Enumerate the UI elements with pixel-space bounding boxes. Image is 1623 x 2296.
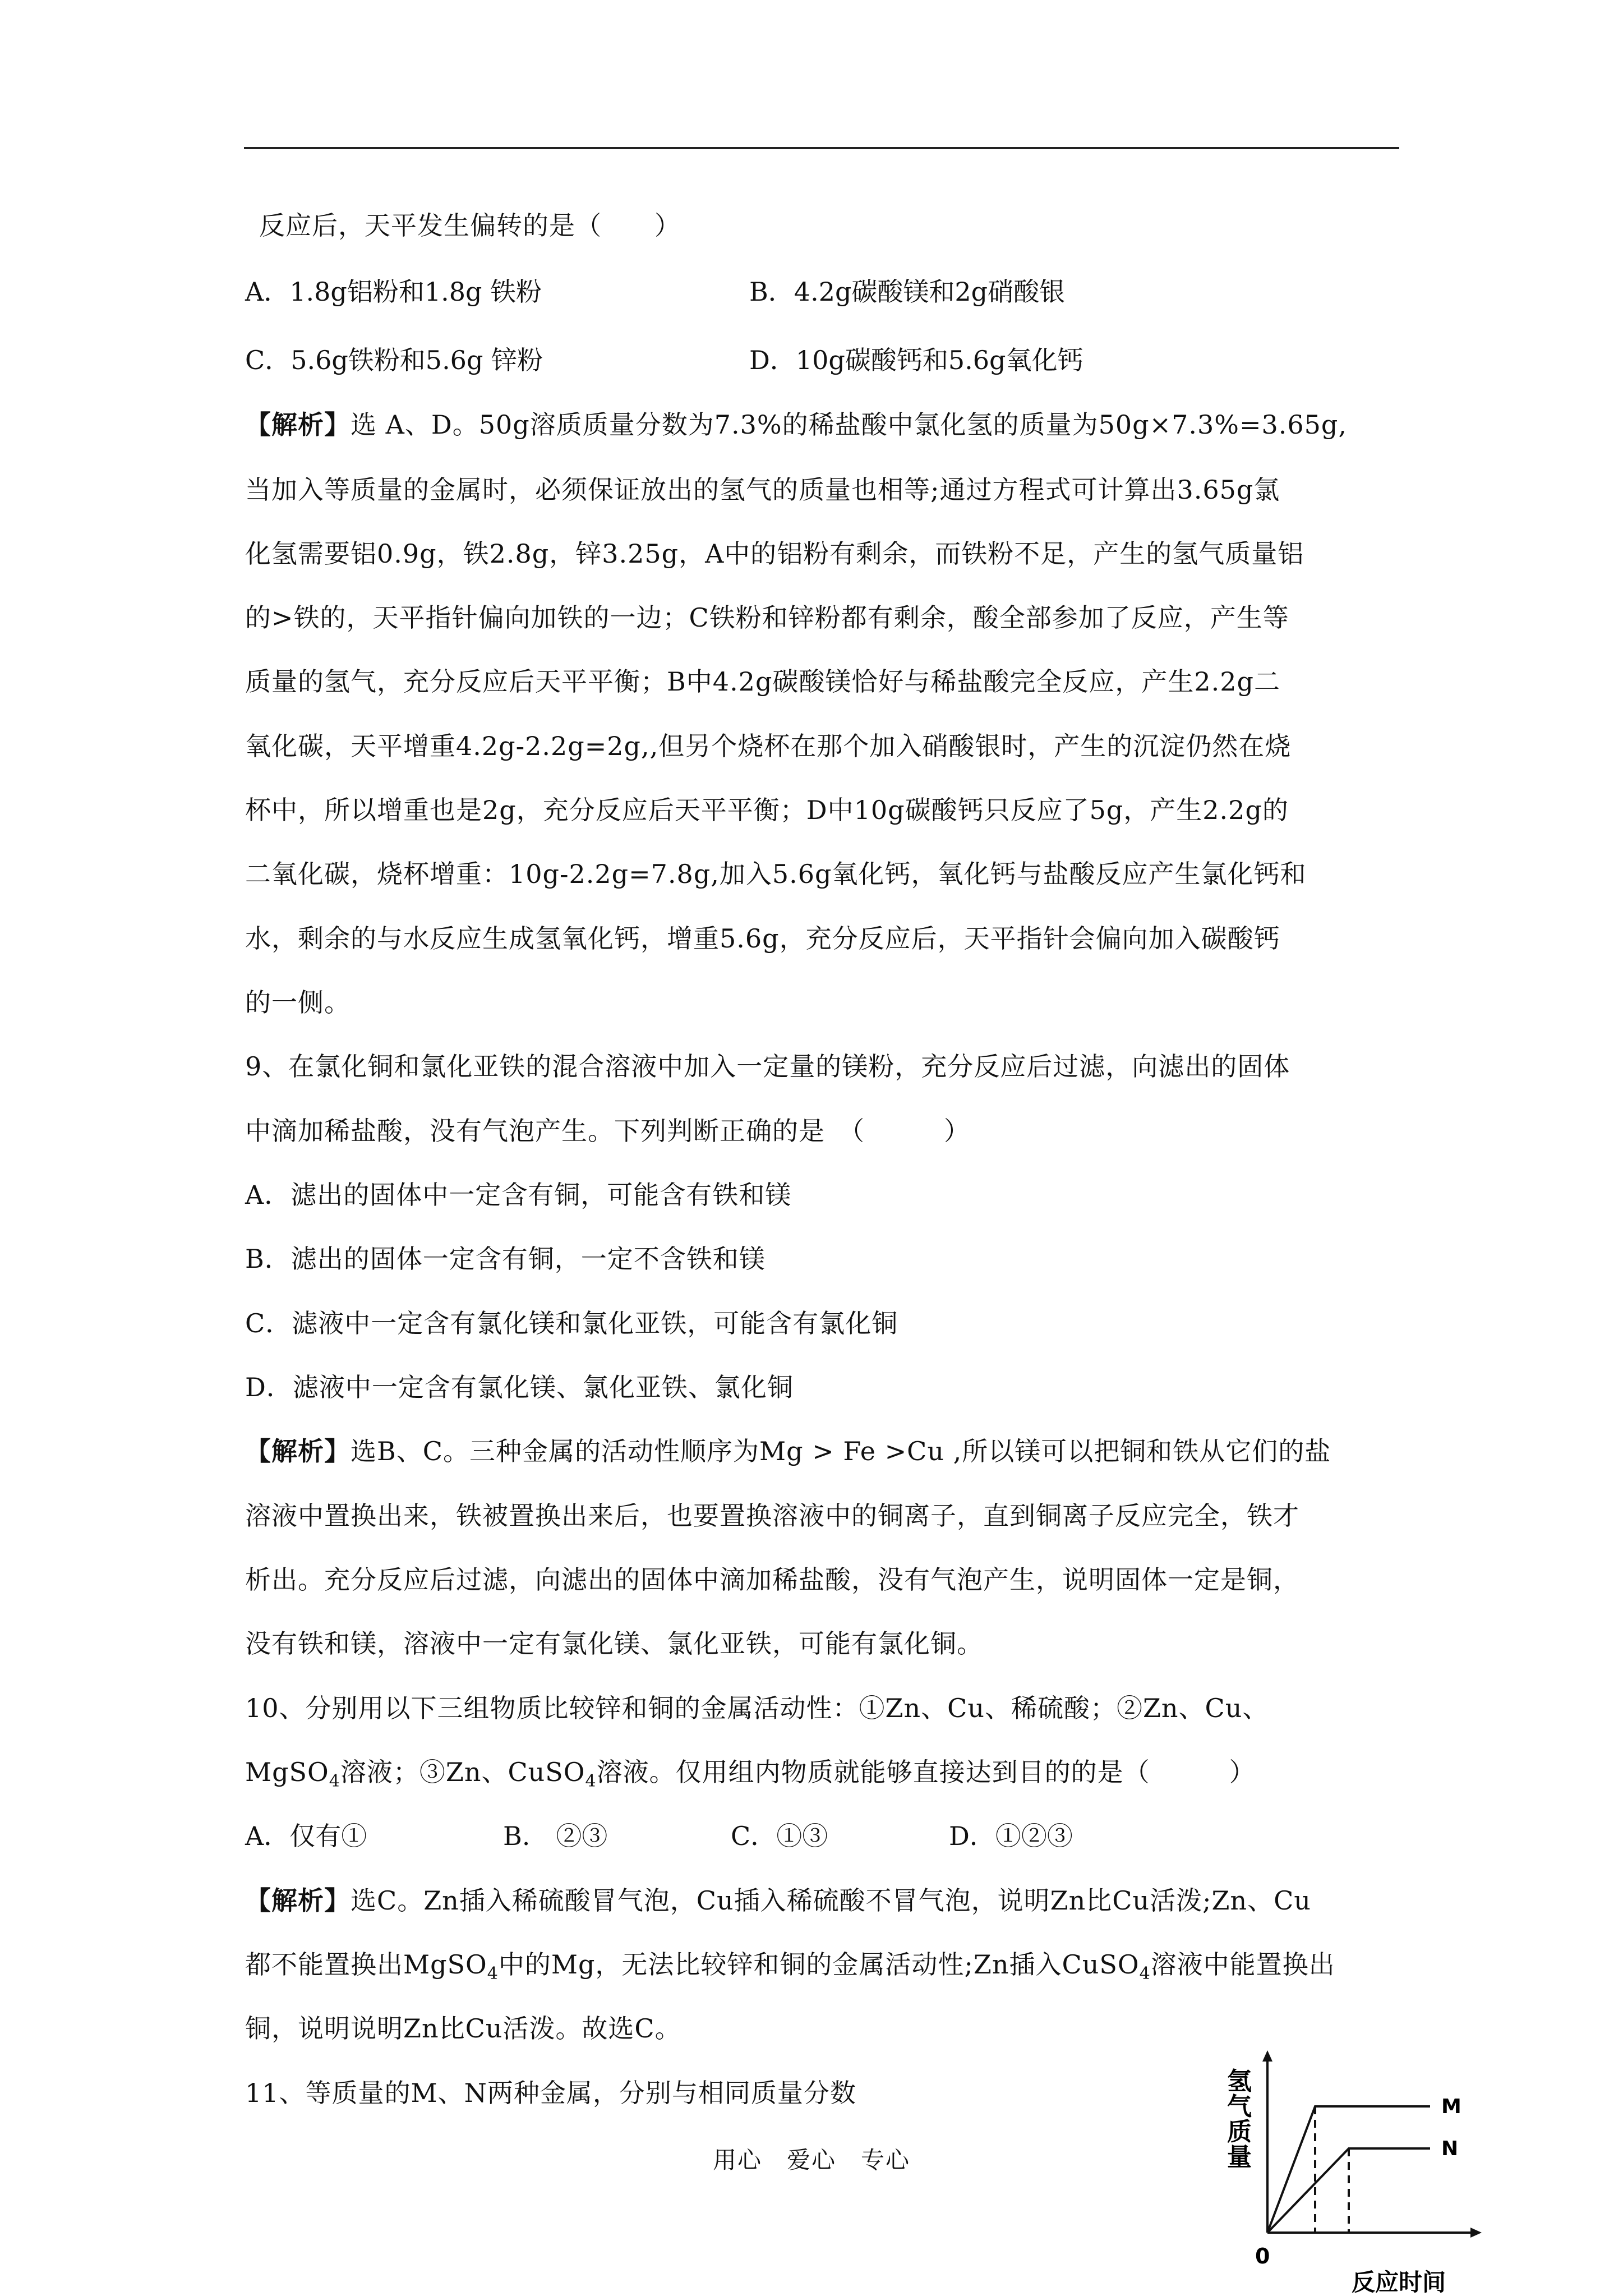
header-rule bbox=[244, 147, 1399, 149]
q9-analysis-line-3: 析出。充分反应后过滤，向滤出的固体中滴加稀盐酸，没有气泡产生，说明固体一定是铜， bbox=[245, 1565, 1299, 1595]
y-axis-arrow bbox=[1262, 2050, 1272, 2062]
q9-stem-line-1: 9、在氯化铜和氯化亚铁的混合溶液中加入一定量的镁粉，充分反应后过滤，向滤出的固体 bbox=[245, 1051, 1290, 1082]
y-label-char-4: 量 bbox=[1227, 2143, 1252, 2171]
q8-analysis-line-7: 杯中，所以增重也是2g，充分反应后天平平衡；D中10g碳酸钙只反应了5g，产生2.2g的 bbox=[245, 795, 1289, 825]
q8-analysis-line-5: 质量的氢气，充分反应后天平平衡；B中4.2g碳酸镁恰好与稀盐酸完全反应，产生2.2g二 bbox=[245, 666, 1281, 697]
q8-option-b: B．4.2g碳酸镁和2g硝酸银 bbox=[749, 277, 1066, 307]
q10-analysis-line-1: 【解析】选C。Zn插入稀硫酸冒气泡，Cu插入稀硫酸不冒气泡，说明Zn比Cu活泼;Zn、Cu bbox=[245, 1885, 1311, 1916]
hydrogen-mass-graph bbox=[1211, 2047, 1486, 2296]
q10-stem-line-1: 10、分别用以下三组物质比较锌和铜的金属活动性：①Zn、Cu、稀硫酸；②Zn、Cu、 bbox=[245, 1693, 1269, 1723]
q10-option-d: D．①②③ bbox=[949, 1821, 1073, 1851]
analysis-tag: 【解析】 bbox=[245, 409, 351, 440]
q9-analysis-line-4: 没有铁和镁，溶液中一定有氯化镁、氯化亚铁，可能有氯化铜。 bbox=[245, 1628, 983, 1659]
q8-analysis-line-9: 水，剩余的与水反应生成氢氧化钙，增重5.6g，充分反应后，天平指针会偏向加入碳酸钙 bbox=[245, 923, 1280, 954]
y-label-char-3: 质 bbox=[1227, 2118, 1252, 2146]
q9-analysis-line-2: 溶液中置换出来，铁被置换出来后，也要置换溶液中的铜离子，直到铜离子反应完全，铁才 bbox=[245, 1501, 1299, 1531]
series-m-label: M bbox=[1441, 2095, 1461, 2118]
q10-option-a: A．仅有① bbox=[245, 1821, 367, 1851]
y-label-char-1: 氢 bbox=[1227, 2067, 1252, 2096]
q8-analysis-line-2: 当加入等质量的金属时，必须保证放出的氢气的质量也相等;通过方程式可计算出3.65g氯 bbox=[245, 475, 1280, 505]
origin-label: 0 bbox=[1255, 2244, 1270, 2269]
q8-analysis-line-6: 氧化碳，天平增重4.2g-2.2g=2g,,但另个烧杯在那个加入硝酸银时，产生的沉淀仍然在烧 bbox=[245, 731, 1292, 761]
q8-option-c: C．5.6g铁粉和5.6g 锌粉 bbox=[245, 345, 543, 375]
page-footer: 用心 爱心 专心 bbox=[712, 2146, 910, 2174]
q8-analysis-line-4: 的>铁的，天平指针偏向加铁的一边；C铁粉和锌粉都有剩余，酸全部参加了反应，产生等 bbox=[245, 602, 1289, 633]
q11-stem: 11、等质量的M、N两种金属，分别与相同质量分数 bbox=[245, 2078, 856, 2108]
q9-option-d: D．滤液中一定含有氯化镁、氯化亚铁、氯化铜 bbox=[245, 1372, 794, 1402]
series-n-label: N bbox=[1441, 2137, 1459, 2160]
q8-analysis-line-3: 化氢需要铝0.9g，铁2.8g，锌3.25g，A中的铝粉有剩余，而铁粉不足，产生的氢气质量铝 bbox=[245, 539, 1304, 569]
q10-stem-line-2: MgSO$_4$溶液；③Zn、CuSO$_4$溶液。仅用组内物质就能够直接达到目的的是（ ） bbox=[245, 1757, 1256, 1791]
q9-option-a: A．滤出的固体中一定含有铜，可能含有铁和镁 bbox=[245, 1180, 792, 1210]
q8-analysis-line-1: 【解析】选 A、D。50g溶质质量分数为7.3%的稀盐酸中氯化氢的质量为50g×7.3%=3.65g, bbox=[245, 409, 1347, 440]
q9-option-c: C．滤液中一定含有氯化镁和氯化亚铁，可能含有氯化铜 bbox=[245, 1308, 898, 1338]
q9-option-b: B．滤出的固体一定含有铜，一定不含铁和镁 bbox=[245, 1244, 766, 1274]
q8-option-a: A．1.8g铝粉和1.8g 铁粉 bbox=[245, 277, 542, 307]
q10-analysis-line-3: 铜，说明说明Zn比Cu活泼。故选C。 bbox=[245, 2013, 681, 2044]
q10-option-c: C．①③ bbox=[731, 1821, 828, 1851]
q8-option-d: D．10g碳酸钙和5.6g氧化钙 bbox=[749, 345, 1083, 375]
q10-analysis-line-2: 都不能置换出MgSO$_4$中的Mg，无法比较锌和铜的金属活动性;Zn插入CuSO$_4$溶液中能置换出 bbox=[245, 1949, 1335, 1984]
x-label: 反应时间 bbox=[1352, 2269, 1446, 2296]
y-label-char-2: 气 bbox=[1227, 2092, 1252, 2121]
q9-stem-line-2: 中滴加稀盐酸，没有气泡产生。下列判断正确的是 （ ） bbox=[245, 1116, 970, 1146]
q8-analysis-line-8: 二氧化碳，烧杯增重：10g-2.2g=7.8g,加入5.6g氧化钙，氧化钙与盐酸反应产生氯化钙和 bbox=[245, 859, 1307, 889]
x-axis-arrow bbox=[1470, 2228, 1482, 2238]
q10-option-b: B. ②③ bbox=[503, 1821, 608, 1851]
q8-analysis-line-10: 的一侧。 bbox=[245, 987, 351, 1018]
analysis-tag: 【解析】 bbox=[245, 1436, 351, 1466]
analysis-tag: 【解析】 bbox=[245, 1885, 351, 1916]
q9-analysis-line-1: 【解析】选B、C。三种金属的活动性顺序为Mg > Fe >Cu ,所以镁可以把铜和铁从它们的盐 bbox=[245, 1436, 1331, 1466]
q8-stem: 反应后，天平发生偏转的是（ ） bbox=[259, 210, 681, 241]
